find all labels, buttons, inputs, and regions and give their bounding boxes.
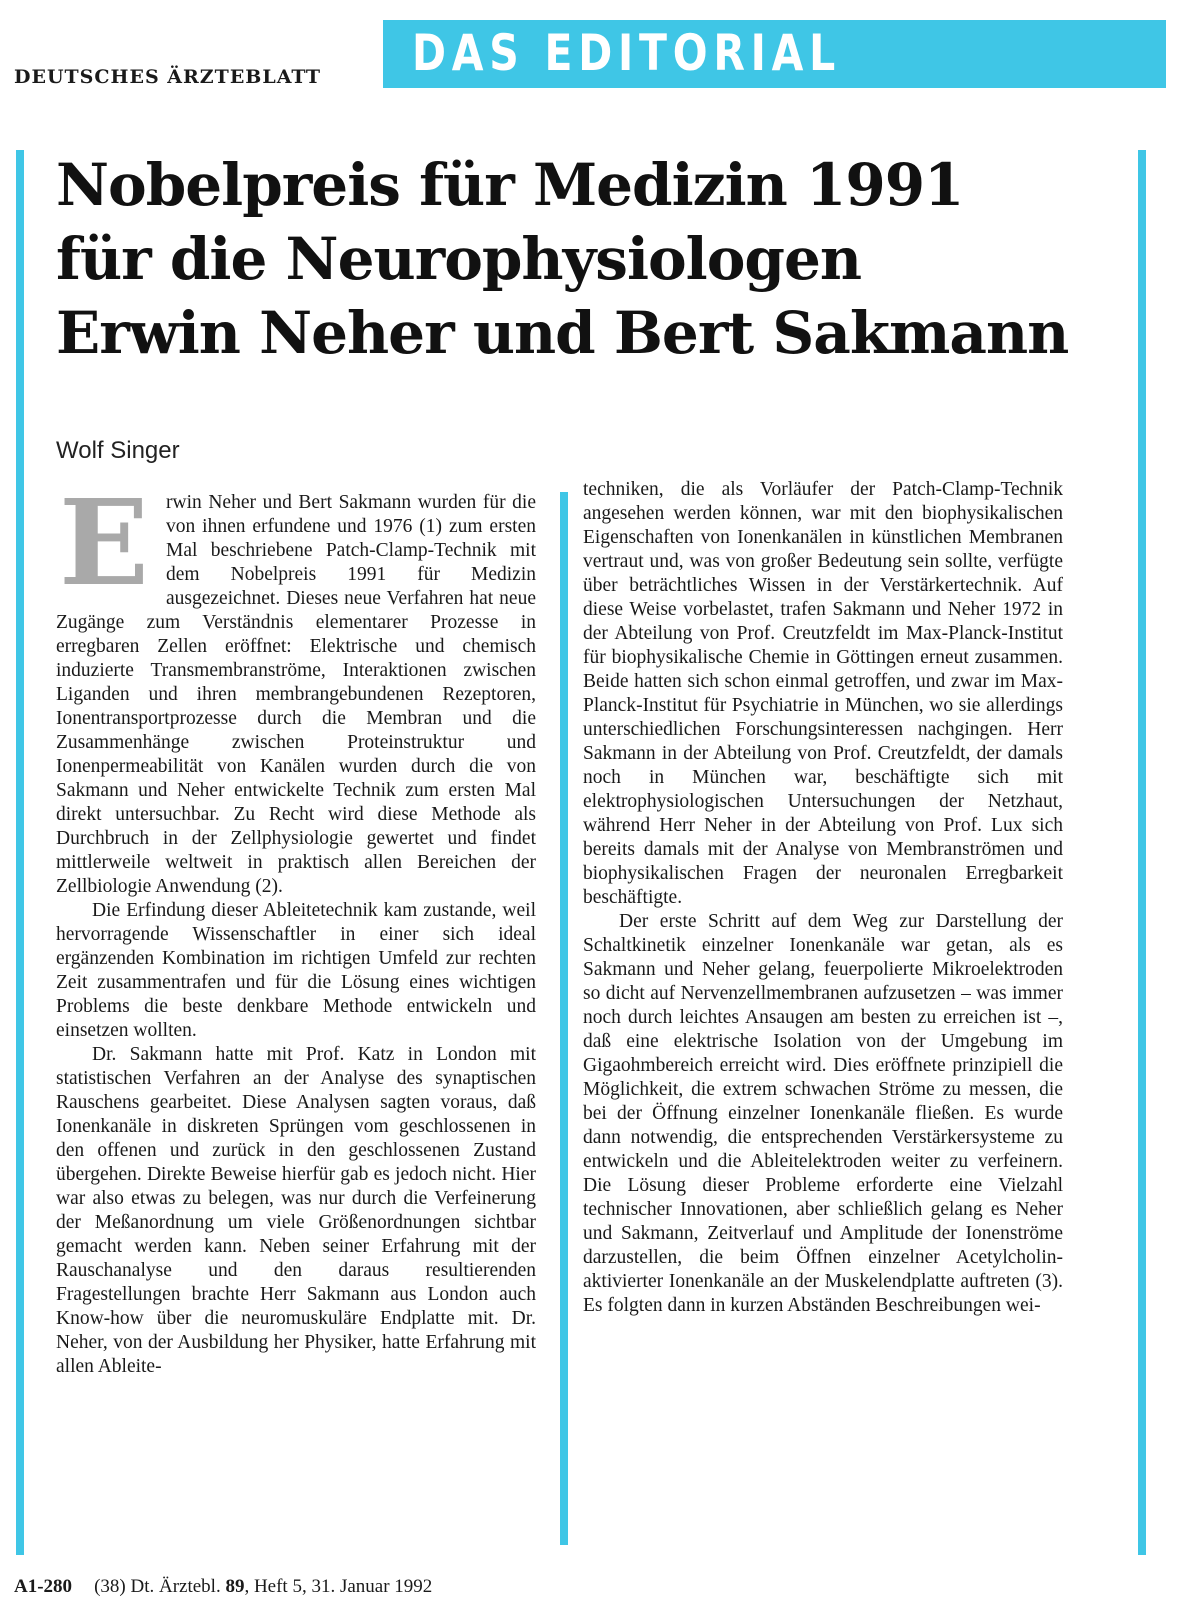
author-name: Wolf Singer bbox=[56, 437, 180, 464]
paragraph: Der erste Schritt auf dem Weg zur Darstellung der Schaltkinetik einzelner Ionenkanäle war getan, als es Sakmann und Neher gelang, feuerpolierte Mikroelektroden so dicht auf Nervenzellmembranen aufzusetzen – was immer noch durch leichtes Ansaugen am besten zu erreichen ist –, daß eine elektrische Isolation von der Umgebung im Gigaohmbereich erreicht wird. Dies eröffnete prinzipiell die Möglichkeit, die extrem schwachen Ströme zu messen, die bei der Öffnung einzelner Ionenkanäle fließen. Es wurde dann notwendig, die entsprechenden Verstärkersysteme zu entwickeln und die Ableitelektroden weiter zu verfeinern. Die Lösung dieser Probleme erforderte eine Vielzahl technischer Innovationen, aber schließlich gelang es Neher und Sakmann, Zeitverlauf und Amplitude der Ionenströme darzustellen, die beim Öffnen einzelner Acetylcholin-aktivierter Ionenkanäle an der Muskelendplatte auftreten (3). Es folgten dann in kurzen Abständen Beschreibungen wei- bbox=[583, 911, 1063, 1316]
title-line: Nobelpreis für Medizin 1991 bbox=[56, 151, 964, 219]
citation-prefix: (38) Dt. Ärztebl. bbox=[94, 1576, 221, 1597]
paragraph bbox=[56, 473, 536, 899]
paragraph: Dr. Sakmann hatte mit Prof. Katz in London mit statistischen Verfahren an der Analyse des synaptischen Rauschens gearbeitet. Diese Analysen sagten voraus, daß Ionenkanäle in diskreten Sprüngen vom geschlossenen in den offenen und zurück in den geschlossenen Zustand übergehen. Direkte Beweise hierfür gab es jedoch nicht. Hier war also etwas zu belegen, was nur durch die Verfeinerung der Meßanordnung um viele Größenordnungen sichtbar gemacht werden kann. Neben seiner Erfahrung mit der Rauschanalyse und den daraus resultierenden Fragestellungen brachte Herr Sakmann aus London auch Know-how über die neuromuskuläre Endplatte mit. Dr. Neher, von der Ausbildung her Physiker, hatte Erfahrung mit allen Ableite- bbox=[56, 1044, 536, 1377]
paragraph: Die Erfindung dieser Ableitetechnik kam zustande, weil hervorragende Wissenschaftler in einer sich ideal ergänzenden Kombination im richtigen Umfeld zur rechten Zeit zusammentrafen und für die Lösung eines wichtigen Problems die beste denkbare Methode entwickeln und einsetzen wollten. bbox=[56, 900, 536, 1041]
paragraph-text: rwin Neher und Bert Sakmann wurden für die von ihnen erfundene und 1976 (1) zum ersten Mal beschriebene Patch-Clamp-Technik mit dem Nobelpreis 1991 für Medizin ausgezeichnet. Dieses neue Verfahren hat neue Zugänge zum Verständnis elementarer Prozesse in erregbaren Zellen eröffnet: Elektrische und chemisch induzierte Transmembranströme, Interaktionen zwischen Liganden und ihren membrangebundenen Rezeptoren, Ionentransportprozesse durch die Membran und die Zusammenhänge zwischen Proteinstruktur und Ionenpermeabilität von Kanälen wurden durch die von Sakmann und Neher entwickelte Technik zum ersten Mal direkt untersuchbar. Zu Recht wird diese Methode als Durchbruch in der Zellphysiologie gewertet und findet mittlerweile weltweit in praktisch allen Bereichen der Zellbiologie Anwendung (2). bbox=[56, 492, 536, 897]
article-title bbox=[56, 148, 1068, 370]
publication-name: DEUTSCHES ÄRZTEBLATT bbox=[14, 66, 322, 88]
section-title: DAS EDITORIAL bbox=[412, 24, 841, 82]
page-footer bbox=[14, 1576, 432, 1598]
column-divider-bar bbox=[560, 492, 568, 1545]
article-column-right bbox=[583, 478, 1063, 1318]
paragraph: techniken, die als Vorläufer der Patch-Clamp-Technik angesehen werden können, war mit den biophysikalischen Eigenschaften von Ionenkanälen in künstlichen Membranen vertraut und, was von großer Bedeutung sein sollte, verfügte über beträchtliches Wissen in der Verstärkertechnik. Auf diese Weise vorbelastet, trafen Sakmann und Neher 1972 in der Abteilung von Prof. Creutzfeldt im Max-Planck-Institut für biophysikalische Chemie in Göttingen erneut zusammen. Beide hatten sich schon einmal getroffen, und zwar im Max-Planck-Institut für Psychiatrie in München, wo sie allerdings unterschiedlichen Forschungsinteressen nachgingen. Herr Sakmann in der Abteilung von Prof. Creutzfeldt, der damals noch in München war, beschäftigte sich mit elektrophysiologischen Untersuchungen der Netzhaut, während Herr Neher in der Abteilung von Prof. Lux sich bereits damals mit der Analyse von Membranströmen und biophysikalischen Fragen der neuronalen Erregbarkeit beschäftigte. bbox=[583, 479, 1063, 908]
title-line: für die Neurophysiologen bbox=[56, 225, 862, 293]
title-line: Erwin Neher und Bert Sakmann bbox=[56, 299, 1069, 367]
article-column-left bbox=[56, 473, 536, 1379]
citation-volume: 89 bbox=[225, 1576, 245, 1597]
left-accent-bar bbox=[16, 150, 24, 1555]
drop-cap: E bbox=[59, 473, 149, 612]
page-number: A1-280 bbox=[14, 1576, 73, 1597]
citation-suffix: , Heft 5, 31. Januar 1992 bbox=[244, 1576, 433, 1597]
right-accent-bar bbox=[1138, 150, 1146, 1555]
